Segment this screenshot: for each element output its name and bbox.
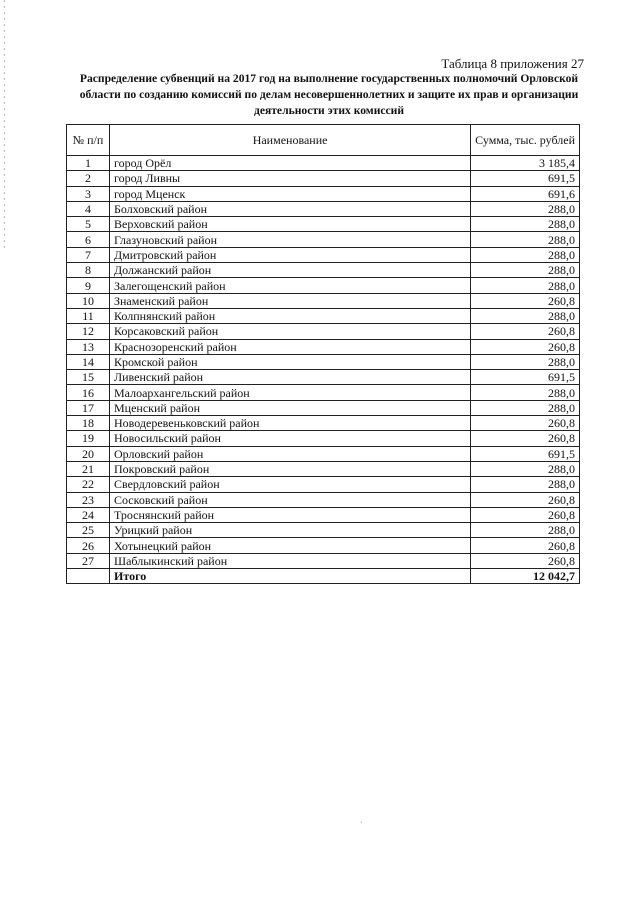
row-name: Хотынецкий район [110, 538, 471, 553]
table-row [67, 523, 580, 538]
table-row [67, 416, 580, 431]
subsidy-table [66, 124, 580, 584]
row-name: город Орёл [110, 156, 471, 171]
row-num: 1 [67, 156, 110, 171]
row-sum: 260,8 [471, 553, 580, 568]
row-num: 5 [67, 217, 110, 232]
row-num: 2 [67, 171, 110, 186]
table-row [67, 324, 580, 339]
table-row [67, 507, 580, 522]
row-name: Шаблыкинский район [110, 553, 471, 568]
row-num: 10 [67, 293, 110, 308]
table-row [67, 461, 580, 476]
row-num: 3 [67, 186, 110, 201]
row-sum: 691,5 [471, 171, 580, 186]
table-row [67, 156, 580, 171]
row-name: Новодеревеньковский район [110, 416, 471, 431]
row-sum: 691,5 [471, 446, 580, 461]
row-name: Колпнянский район [110, 308, 471, 323]
scan-mark: · [360, 818, 363, 827]
row-num: 4 [67, 201, 110, 216]
row-num: 26 [67, 538, 110, 553]
row-sum: 288,0 [471, 354, 580, 369]
row-name: Урицкий район [110, 523, 471, 538]
row-sum: 288,0 [471, 385, 580, 400]
row-num: 20 [67, 446, 110, 461]
appendix-label: Таблица 8 приложения 27 [441, 56, 584, 71]
row-sum: 288,0 [471, 523, 580, 538]
table-row [67, 263, 580, 278]
table-row [67, 278, 580, 293]
table-row [67, 354, 580, 369]
row-sum: 260,8 [471, 538, 580, 553]
row-name: Корсаковский район [110, 324, 471, 339]
row-num: 23 [67, 492, 110, 507]
row-sum: 260,8 [471, 507, 580, 522]
row-num: 27 [67, 553, 110, 568]
total-num [67, 569, 110, 584]
row-num: 8 [67, 263, 110, 278]
header-num: № п/п [67, 125, 110, 156]
total-label: Итого [110, 569, 471, 584]
row-sum: 288,0 [471, 461, 580, 476]
row-num: 13 [67, 339, 110, 354]
row-num: 15 [67, 370, 110, 385]
row-name: Должанский район [110, 263, 471, 278]
table-row [67, 217, 580, 232]
row-name: Ливенский район [110, 370, 471, 385]
table-row [67, 171, 580, 186]
table-row [67, 201, 580, 216]
table-row [67, 293, 580, 308]
row-sum: 691,5 [471, 370, 580, 385]
row-name: город Ливны [110, 171, 471, 186]
table-header-row [67, 125, 580, 156]
row-num: 7 [67, 247, 110, 262]
row-sum: 288,0 [471, 308, 580, 323]
row-sum: 260,8 [471, 324, 580, 339]
table-row [67, 400, 580, 415]
row-sum: 691,6 [471, 186, 580, 201]
row-num: 12 [67, 324, 110, 339]
row-num: 22 [67, 477, 110, 492]
table-row [67, 308, 580, 323]
row-sum: 260,8 [471, 416, 580, 431]
row-name: город Мценск [110, 186, 471, 201]
row-num: 25 [67, 523, 110, 538]
row-num: 21 [67, 461, 110, 476]
row-sum: 3 185,4 [471, 156, 580, 171]
table-row [67, 446, 580, 461]
row-sum: 288,0 [471, 232, 580, 247]
total-sum: 12 042,7 [471, 569, 580, 584]
row-num: 11 [67, 308, 110, 323]
row-sum: 288,0 [471, 217, 580, 232]
row-sum: 288,0 [471, 201, 580, 216]
row-name: Новосильский район [110, 431, 471, 446]
row-num: 17 [67, 400, 110, 415]
row-name: Глазуновский район [110, 232, 471, 247]
row-name: Дмитровский район [110, 247, 471, 262]
header-name: Наименование [110, 125, 471, 156]
row-name: Мценский район [110, 400, 471, 415]
row-name: Краснозоренский район [110, 339, 471, 354]
table-row [67, 385, 580, 400]
row-num: 24 [67, 507, 110, 522]
table-row [67, 232, 580, 247]
document-title: Распределение субвенций на 2017 год на выполнение государственных полномочий Орловской области по созданию комиссий по делам несовершеннолетних и защите их прав и организации деятельности этих комиссий [79, 72, 579, 117]
row-num: 19 [67, 431, 110, 446]
scan-margin-line [4, 0, 5, 250]
table-row [67, 431, 580, 446]
header-sum: Сумма, тыс. рублей [471, 125, 580, 156]
table-row [67, 538, 580, 553]
row-name: Покровский район [110, 461, 471, 476]
row-name: Сосковский район [110, 492, 471, 507]
row-sum: 288,0 [471, 400, 580, 415]
row-name: Болховский район [110, 201, 471, 216]
table-row [67, 247, 580, 262]
row-sum: 288,0 [471, 247, 580, 262]
table-body [67, 156, 580, 569]
row-num: 18 [67, 416, 110, 431]
row-sum: 260,8 [471, 339, 580, 354]
table-row [67, 477, 580, 492]
row-sum: 288,0 [471, 477, 580, 492]
row-name: Верховский район [110, 217, 471, 232]
table-row [67, 339, 580, 354]
table-row [67, 186, 580, 201]
table-row [67, 492, 580, 507]
row-sum: 260,8 [471, 431, 580, 446]
row-num: 6 [67, 232, 110, 247]
row-sum: 260,8 [471, 293, 580, 308]
row-sum: 288,0 [471, 278, 580, 293]
row-name: Кромской район [110, 354, 471, 369]
row-name: Залегощенский район [110, 278, 471, 293]
row-name: Малоархангельский район [110, 385, 471, 400]
table-row [67, 370, 580, 385]
row-name: Знаменский район [110, 293, 471, 308]
row-name: Троснянский район [110, 507, 471, 522]
row-num: 9 [67, 278, 110, 293]
total-row [67, 569, 580, 584]
row-num: 14 [67, 354, 110, 369]
row-num: 16 [67, 385, 110, 400]
table-row [67, 553, 580, 568]
row-name: Орловский район [110, 446, 471, 461]
row-name: Свердловский район [110, 477, 471, 492]
row-sum: 260,8 [471, 492, 580, 507]
row-sum: 288,0 [471, 263, 580, 278]
